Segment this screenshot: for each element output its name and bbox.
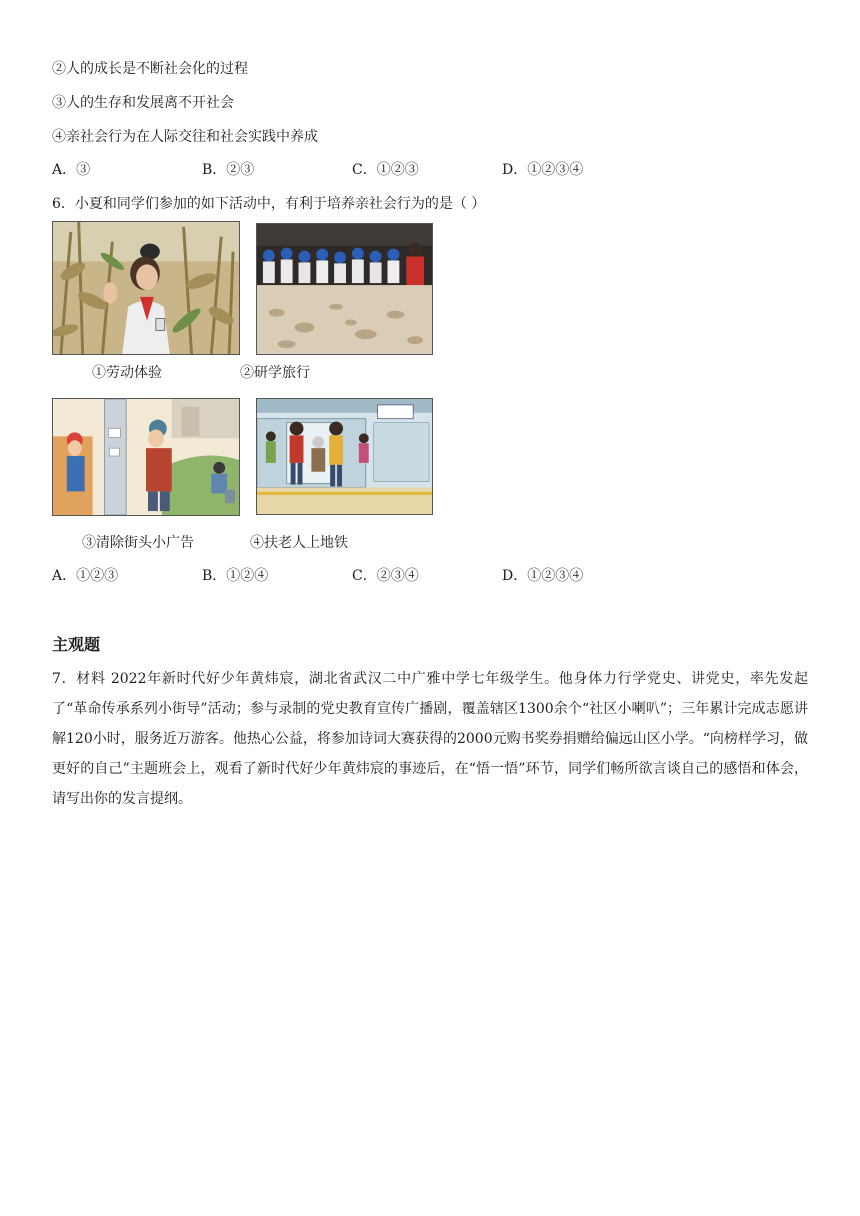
q6-option-a: A．①②③ (52, 568, 119, 584)
study-tour-photo (256, 223, 433, 355)
q6-options (52, 566, 752, 586)
q7-material: 7．材料 2022年新时代好少年黄炜宸，湖北省武汉二中广雅中学七年级学生。他身体力行学党史、讲党史，率先发起了“革命传承系列小街导”活动；参与录制的党史教育宣传广播剧，覆盖辖区1300余个“社区小喇叭”；三年累计完成志愿讲解120小时，服务近万游客。他热心公益，将参加诗词大赛获得的2000元购书奖券捐赠给偏远山区小学。“向榜样学习，做更好的自己”主题班会上，观看了新时代好少年黄炜宸的事迹后，在“悟一悟”环节，同学们畅所欲言谈自己的感悟和体会，请写出你的发言提纲。 (52, 671, 808, 807)
q5-option-d: D．①②③④ (502, 162, 584, 178)
help-elderly-subway-illustration (256, 398, 433, 515)
q6-option-b: B．①②④ (202, 568, 269, 584)
q5-option-c: C．①②③ (352, 162, 419, 178)
statement-4: ④亲社会行为在人际交往和社会实践中养成 (52, 129, 318, 145)
caption-clean-street-ads: ③清除街头小广告 (82, 535, 194, 551)
q5-option-a: A．③ (52, 162, 91, 178)
statement-3: ③人的生存和发展离不开社会 (52, 95, 234, 111)
statement-2: ②人的成长是不断社会化的过程 (52, 61, 248, 77)
q5-options (52, 160, 752, 180)
section-title: 主观题 (52, 635, 101, 654)
q5-option-b: B．②③ (202, 162, 255, 178)
caption-help-elderly-subway: ④扶老人上地铁 (250, 535, 348, 551)
q6-option-c: C．②③④ (352, 568, 419, 584)
caption-study-tour: ②研学旅行 (240, 365, 310, 381)
clean-street-ads-illustration (52, 398, 240, 516)
caption-labor-experience: ①劳动体验 (92, 365, 162, 381)
q6-stem: 6．小夏和同学们参加的如下活动中，有利于培养亲社会行为的是（ ） (52, 196, 486, 212)
q6-option-d: D．①②③④ (502, 568, 584, 584)
labor-experience-photo (52, 221, 240, 355)
